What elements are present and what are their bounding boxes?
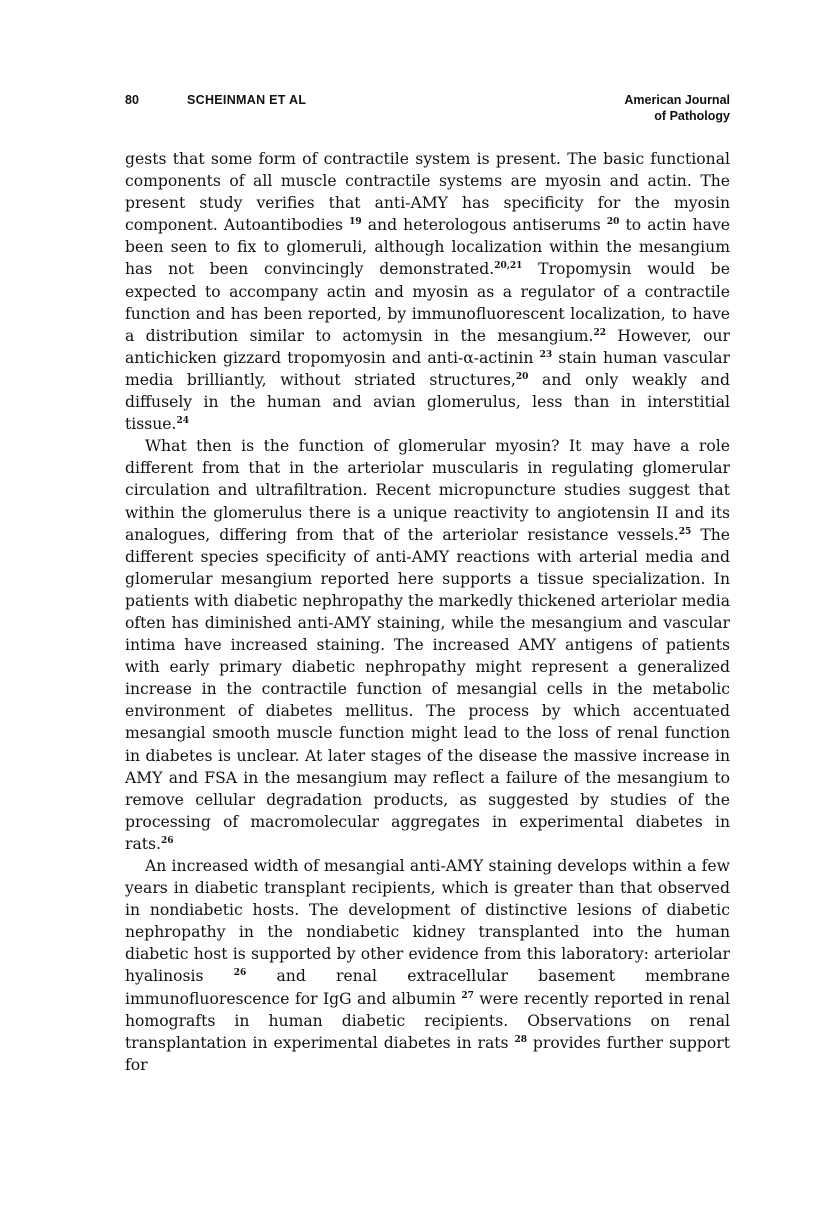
citation-ref: 23 xyxy=(539,349,553,360)
citation-ref: 19 xyxy=(349,217,362,228)
citation-ref: 25 xyxy=(678,526,692,537)
article-body xyxy=(125,148,730,1076)
citation-ref: 27 xyxy=(461,990,474,1001)
citation-ref: 28 xyxy=(514,1034,528,1045)
text-run: Tropomysin would be expected to accompany actin and myosin as a regulator of a contractile function and has been reported, by immunofluorescent localization, to have a distribution similar to actomysin in the mesangium. xyxy=(125,260,730,345)
page-number: 80 xyxy=(125,93,139,107)
journal-title-line-1: American Journal xyxy=(624,93,730,107)
citation-ref: 22 xyxy=(593,327,607,338)
text-run: and heterologous antiserums xyxy=(361,216,607,235)
text-run: However, our antichicken gizzard tropomyosin and anti-α-actinin xyxy=(125,326,730,367)
citation-ref: 24 xyxy=(176,416,190,427)
text-run: What then is the function of glomerular myosin? It may have a role different from that in the arteriolar muscularis in regulating glomerular circulation and ultrafiltration. Recent micropuncture studies suggest that within the glomerulus there is a unique reactivity to angiotensin II and its analogues, differing from that of the arteriolar resistance vessels. xyxy=(125,437,730,544)
text-run: provides further support for xyxy=(125,1033,730,1074)
paragraph-3 xyxy=(125,855,730,1076)
text-run: and renal extracellular basement membrane immunofluorescence for IgG and albumin xyxy=(125,967,730,1008)
citation-ref: 20 xyxy=(515,371,529,382)
text-run: An increased width of mesangial anti-AMY staining develops within a few years in diabetic transplant recipients, which is greater than that observed in nondiabetic hosts. The development of distinctive lesions of diabetic nephropathy in the nondiabetic kidney transplanted into the human diabetic host is supported by other evidence from this laboratory: arteriolar hyalinosis xyxy=(125,857,730,986)
paragraph-1 xyxy=(125,148,730,435)
running-head-authors: SCHEINMAN ET AL xyxy=(187,93,307,107)
text-run: gests that some form of contractile system is present. The basic functional components of all muscle contractile systems are myosin and actin. The present study verifies that anti-AMY has specificity for the myosin component. Autoantibodies xyxy=(125,150,730,235)
citation-ref: 20,21 xyxy=(494,261,523,272)
text-run: to actin have been seen to fix to glomeruli, although localization within the mesangium has not been convincingly demonstrated. xyxy=(125,216,730,279)
journal-title xyxy=(624,92,730,124)
text-run: stain human vascular media brilliantly, without striated structures, xyxy=(125,348,730,389)
citation-ref: 26 xyxy=(233,968,247,979)
running-header xyxy=(125,92,730,126)
citation-ref: 20 xyxy=(606,217,620,228)
text-run: The different species specificity of anti-AMY reactions with arterial media and glomerular mesangium reported here supports a tissue specialization. In patients with diabetic nephropathy the markedly thickened arteriolar media often has diminished anti-AMY staining, while the mesangium and vascular intima have increased staining. The increased AMY antigens of patients with early primary diabetic nephropathy might represent a generalized increase in the contractile function of mesangial cells in the metabolic environment of diabetes mellitus. The process by which accentuated mesangial smooth muscle function might lead to the loss of renal function in diabetes is unclear. At later stages of the disease the massive increase in AMY and FSA in the mesangium may reflect a failure of the mesangium to remove cellular degradation products, as suggested by studies of the processing of macromolecular aggregates in experimental diabetes in rats. xyxy=(125,525,730,853)
text-run: were recently reported in renal homografts in human diabetic recipients. Observations on renal transplantation in experimental diabetes in rats xyxy=(125,989,730,1052)
paragraph-2 xyxy=(125,435,730,855)
journal-title-line-2: of Pathology xyxy=(654,109,730,123)
text-run: and only weakly and diffusely in the human and avian glomerulus, less than in interstitial tissue. xyxy=(125,370,730,434)
citation-ref: 26 xyxy=(160,835,174,846)
